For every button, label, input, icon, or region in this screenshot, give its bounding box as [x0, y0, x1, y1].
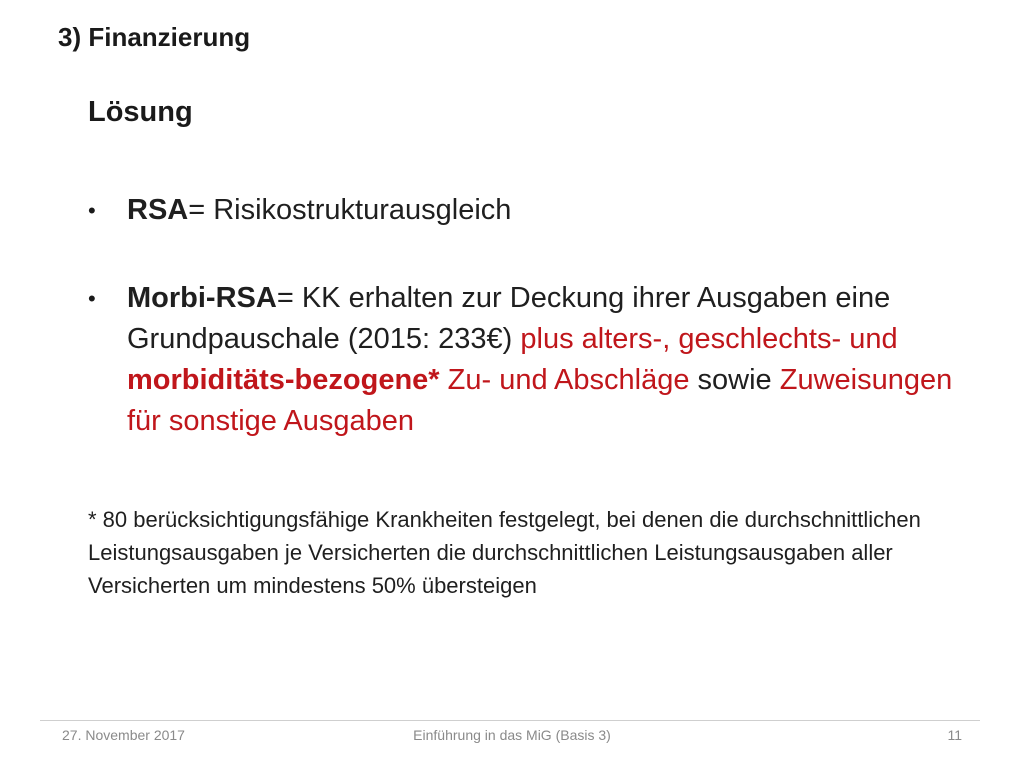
bullet-dot-icon: •: [88, 286, 96, 311]
bullet-term: Morbi-RSA: [127, 282, 277, 314]
highlight-text: Zuweisungen für sonstige Ausgaben: [127, 364, 953, 437]
footer-divider: [40, 720, 980, 721]
section-title: 3) Finanzierung: [58, 22, 251, 52]
bullet-text: sowie: [689, 364, 780, 396]
highlight-bold-text: morbiditäts-bezogene*: [127, 364, 440, 396]
footer-title: Einführung in das MiG (Basis 3): [413, 727, 611, 743]
bullet-text: = KK erhalten zur Deckung ihrer Ausgaben eine Grundpauschale (2015: 233€): [127, 282, 891, 355]
footer-date: 27. November 2017: [62, 727, 185, 743]
bullet-rsa: [88, 190, 958, 231]
bullet-dot-icon: •: [88, 198, 96, 223]
highlight-text: plus alters-, geschlechts- und: [520, 323, 898, 355]
slide-heading: Lösung: [88, 96, 193, 128]
highlight-text: Zu- und Abschläge: [439, 364, 690, 396]
bullet-morbi-rsa: [88, 278, 958, 442]
page-number: 11: [947, 727, 962, 743]
bullet-term: RSA: [127, 194, 189, 226]
footnote: * 80 berücksichtigungsfähige Krankheiten festgelegt, bei denen die durchschnittlichen Leistungsausgaben je Versicherten die durchschnittlichen Leistungsausgaben aller Versicherten um mindestens 50% übersteigen: [88, 507, 921, 598]
bullet-text: = Risikostrukturausgleich: [188, 194, 512, 226]
bullet-list: [88, 190, 958, 442]
